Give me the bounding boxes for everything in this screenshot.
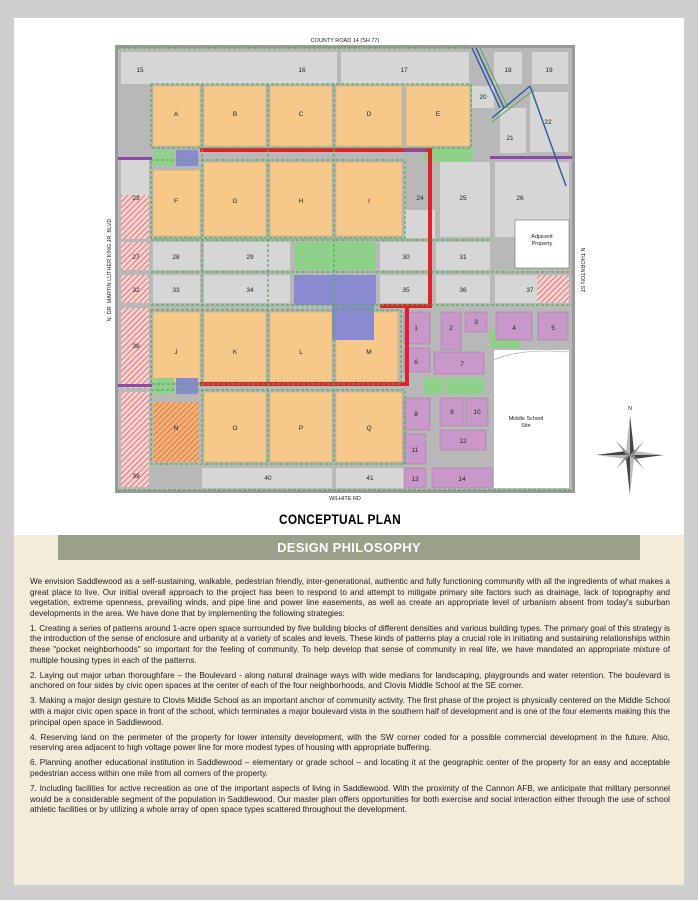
- label-37: 37: [526, 287, 534, 294]
- label-D: D: [366, 111, 372, 118]
- label-41: 41: [366, 475, 374, 482]
- school-label-2: Site: [521, 423, 531, 429]
- label-9: 9: [450, 409, 454, 416]
- label-P: P: [298, 425, 304, 432]
- open-space-center: [294, 242, 376, 270]
- label-12: 12: [459, 438, 467, 445]
- paragraph-intro: We envision Saddlewood as a self-sustaining, walkable, pedestrian friendly, inter-generational, authentic and fully functioning community with all the ingredients of what makes a great place to live. Our initial overall approach to the project has been to respond to and attempt to mitigate primary site factors such as drainage, lack of topography and vegetation, extreme openness, prevailing winds, and pipe line and power line easements, as well as create an appropriate level of urbanism absent from today's suburban developments in the area. We have done that by implementing the following strategies:: [30, 577, 670, 618]
- label-15: 15: [136, 67, 144, 74]
- label-38: 38: [132, 343, 140, 350]
- road-south: WILHITE RD: [329, 496, 361, 502]
- road-west: N. DR. MARTIN LUTHER KING JR. BLVD: [107, 218, 113, 322]
- label-35: 35: [402, 287, 410, 294]
- plan-title: CONCEPTUAL PLAN: [279, 512, 401, 527]
- label-10: 10: [473, 409, 481, 416]
- label-Q: Q: [366, 425, 372, 432]
- label-G: G: [232, 198, 238, 205]
- label-3: 3: [474, 319, 478, 326]
- label-18: 18: [504, 67, 512, 74]
- adjacent-label-1: Adjacent: [531, 234, 553, 240]
- label-28: 28: [172, 254, 180, 261]
- label-4: 4: [512, 325, 516, 332]
- label-23: 23: [132, 195, 140, 202]
- north-arrow-label: N: [628, 406, 632, 412]
- label-32: 32: [132, 287, 140, 294]
- label-K: K: [232, 349, 238, 356]
- label-2: 2: [449, 325, 453, 332]
- label-17: 17: [400, 67, 408, 74]
- label-25: 25: [459, 195, 467, 202]
- label-H: H: [298, 198, 304, 205]
- label-A: A: [173, 111, 179, 118]
- label-31: 31: [459, 254, 467, 261]
- label-I: I: [368, 198, 370, 205]
- label-39: 39: [132, 473, 140, 480]
- paragraph-7: 7. Including facilities for active recreation as one of the important aspects of living in Saddlewood. With the proximity of the Cannon AFB, we anticipate that military personnel would be a considerable segment of the population in Saddlewood. Our master plan offers opportunities for both exercise and social interaction either through the use of school athletic facilities or by utilizing a whole array of open space types scattered throughout the development.: [30, 784, 670, 815]
- label-22: 22: [544, 119, 552, 126]
- label-E: E: [435, 111, 441, 118]
- label-34: 34: [246, 287, 254, 294]
- label-N: N: [173, 425, 179, 432]
- label-30: 30: [402, 254, 410, 261]
- label-11: 11: [411, 447, 419, 454]
- label-33: 33: [172, 287, 180, 294]
- adjacent-label-2: Property: [531, 241, 553, 247]
- paragraph-3: 3. Making a major design gesture to Clovis Middle School as an important anchor of community activity. The first phase of the project is physically centered on the Middle School with a major civic open space in front of the school, which terminates a major boulevard vista in the southern half of development and is one of the four elements making this the principal open space in Saddlewood.: [30, 696, 670, 727]
- label-O: O: [232, 425, 238, 432]
- label-J: J: [174, 349, 178, 356]
- philosophy-heading: DESIGN PHILOSOPHY: [277, 540, 421, 555]
- paragraph-4: 4. Reserving land on the perimeter of the property for lower intensity development, with the SW corner coded for a possible commercial development in the future. Also, reserving area adjacent to high voltage power line for more modest types of housing with appropriate buffering.: [30, 732, 670, 753]
- label-19: 19: [545, 67, 553, 74]
- compass-icon: [596, 415, 664, 495]
- label-7: 7: [460, 361, 464, 368]
- label-20: 20: [479, 94, 487, 101]
- label-C: C: [298, 111, 304, 118]
- label-F: F: [174, 198, 178, 205]
- road-east: N THORNTON ST: [579, 247, 585, 293]
- paragraph-1: 1. Creating a series of patterns around 1-acre open space surrounded by five building blocks of different densities and various building types. The primary goal of this strategy is the introduction of the sense of enclosure and urbanity at a variety of scales and levels. These kinds of patterns play a crucial role in initiating and sustaining relationships within these "pocket neighborhoods" so important for the feeling of community. To help develop that sense of community in real life, we have mandated an appropriate mixture of multiple housing types in each of the patterns.: [30, 623, 670, 665]
- label-29: 29: [246, 254, 254, 261]
- label-13: 13: [411, 476, 419, 483]
- label-26: 26: [516, 195, 524, 202]
- label-1: 1: [414, 325, 418, 332]
- paragraph-6: 6. Planning another educational institution in Saddlewood – elementary or grade school – and locating it at the geographic center of the property for an easy and acceptable pedestrian access within one mile from all corners of the property.: [30, 758, 670, 778]
- label-5: 5: [551, 325, 555, 332]
- label-27: 27: [132, 254, 140, 261]
- label-14: 14: [458, 476, 466, 483]
- label-36: 36: [459, 287, 467, 294]
- label-M: M: [366, 349, 372, 356]
- label-B: B: [232, 111, 238, 118]
- label-8: 8: [414, 411, 418, 418]
- label-24: 24: [416, 195, 424, 202]
- label-6: 6: [414, 359, 418, 366]
- label-L: L: [299, 349, 303, 356]
- road-north: COUNTY ROAD 14 (SH 77): [310, 38, 380, 44]
- school-label-1: Middle School: [508, 416, 544, 422]
- label-16: 16: [298, 67, 306, 74]
- philosophy-body: [30, 577, 670, 820]
- label-21: 21: [506, 135, 514, 142]
- label-40: 40: [264, 475, 272, 482]
- paragraph-2: 2. Laying out major urban thoroughfare – the Boulevard - along natural drainage ways with wide medians for landscaping, playgrounds and water retention. The boulevard is anchored on four sides by civic open spaces at the center of each of the four neighborhoods, and Clovis Middle School at the SE corner.: [30, 670, 670, 691]
